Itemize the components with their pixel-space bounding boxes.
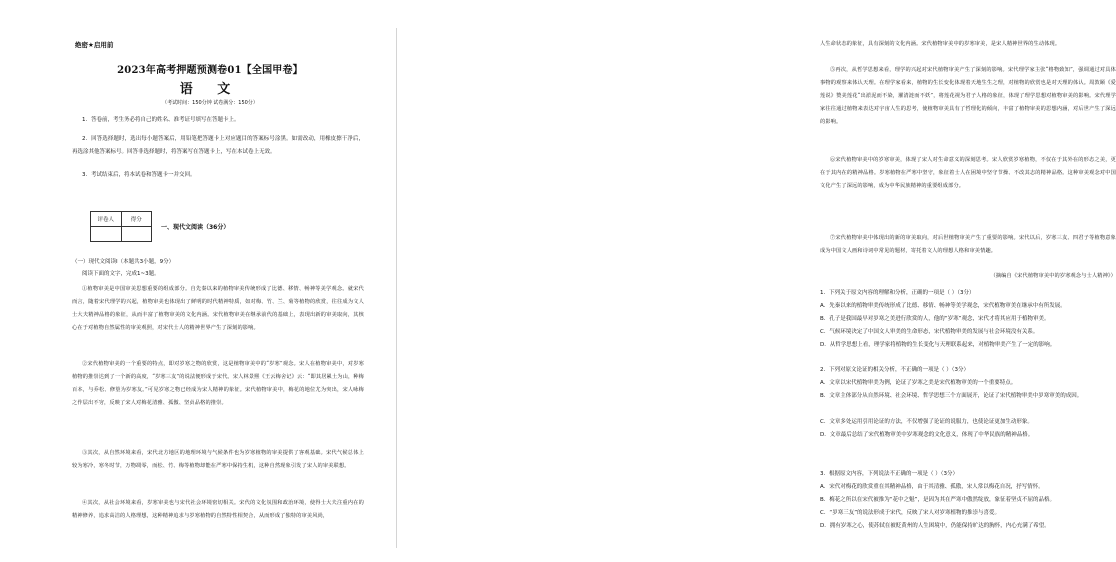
note-3: 3．考试结束后，将本试卷和答题卡一并交回。 bbox=[82, 172, 196, 178]
passage-paragraph-2: ②宋代植物审美的一个重要的特点，即对岁寒之物的欣赏，这是植物审美中的“岁寒”观念。宋人在植物审美中，对岁寒植物的推崇达到了一个新的高度，“岁寒三友”的说法便形成于宋代。宋人林景熙《王云梅舍记》云：“即其居累土为山，种梅百本，与乔松、修篁为岁寒友。”可见岁寒之物已经成为宋人精神的象征。宋代植物审美中，梅花的地位尤为突出，宋人咏梅之作层出不穷，反映了宋人对梅花清雅、孤傲、坚贞品格的推崇。 bbox=[72, 361, 364, 406]
passage-paragraph-3: ③其次，从自然环境来看，宋代北方地区的地理环境与气候条件也为岁寒植物的审美提供了客观基础。宋代气候总体上较为寒冷，寒冬时节，万物凋零，而松、竹、梅等植物却能在严寒中保持生机，这种自然现象引发了宋人的审美联想。 bbox=[72, 450, 364, 469]
question-1-option-b[interactable]: B．孔子是我国最早对岁寒之美进行欣赏的人，他的“岁寒”观念，宋代才将其应用于植物审美。 bbox=[820, 316, 1050, 322]
secret-label: 绝密★启用前 bbox=[75, 41, 114, 49]
question-2-option-d[interactable]: D．文章最后总结了宋代植物审美中岁寒观念的文化意义，体现了中华民族的精神品格。 bbox=[820, 432, 1034, 438]
question-1-option-d[interactable]: D．从哲学思想上看，理学家将植物的生长变化与天理联系起来，对植物审美产生了一定的影响。 bbox=[820, 342, 1056, 348]
passage-paragraph-7: ⑦宋代植物审美中体现出的新的审美取向，对后世植物审美产生了重要的影响。宋代以后，岁寒三友、四君子等植物意象成为中国文人画和诗词中常见的题材，寄托着文人的理想人格和审美情趣。 bbox=[820, 235, 1116, 254]
reading-header: （一）现代文阅读Ⅰ（本题共3小题，9分） bbox=[72, 259, 175, 265]
score-box-score-cell[interactable] bbox=[121, 227, 152, 242]
exam-meta: （考试时间：150分钟 试卷满分：150分） bbox=[162, 100, 258, 106]
section-title: 一、现代文阅读（36分） bbox=[161, 224, 230, 231]
passage-paragraph-1: ①植物审美是中国审美思想重要的组成部分。自先秦以来的植物审美传统形成了比德、移情、畅神等美学观念。就宋代而言，随着宋代理学的兴起，植物审美也体现出了鲜明的时代精神特质，如对梅、竹、兰、菊等植物的欣赏，往往成为文人士大夫精神品格的象征，从而丰富了植物审美的文化内涵。宋代植物审美在继承前代的基础上，表现出新的审美取向，其核心在于对植物自然属性的审美观照，对宋代士人的精神世界产生了深刻的影响。 bbox=[72, 286, 364, 331]
score-box-grader-cell[interactable] bbox=[91, 227, 122, 242]
question-2-option-b[interactable]: B．文章主体部分从自然环境、社会环境、哲学思想三个方面展开，论证了宋代植物审美中岁寒审美的成因。 bbox=[820, 393, 1083, 399]
question-1-stem: 1．下列关于原文内容的理解和分析，正确的一项是（ ）（3分） bbox=[820, 290, 975, 296]
score-box-score-label: 得分 bbox=[121, 212, 152, 227]
left-column bbox=[0, 0, 397, 562]
score-box-grader-label: 评卷人 bbox=[91, 212, 122, 227]
passage-paragraph-4: ④其次，从社会环境来看，岁寒审美也与宋代社会环境密切相关。宋代的文化氛围和政治环境，使得士大夫注重内在的精神修养，追求高洁的人格理想，这种精神追求与岁寒植物的自然特性相契合，从而形成了独特的审美风尚， bbox=[72, 500, 364, 519]
question-1-option-a[interactable]: A．先秦以来的植物审美传统形成了比德、移情、畅神等美学观念，宋代植物审美在继承中有所发展。 bbox=[820, 303, 1066, 309]
passage-source: （摘编自《宋代植物审美中的岁寒观念与士人精神》） bbox=[990, 273, 1116, 279]
question-1-option-c[interactable]: C．气候环境决定了中国文人审美的生命形态，宋代植物审美的发展与社会环境没有关系。 bbox=[820, 329, 1039, 335]
question-3-option-a[interactable]: A．宋代对梅花的欣赏重在其精神品格，由于其清雅、孤傲，宋人常以梅花自况，抒写情怀。 bbox=[820, 484, 1044, 490]
question-3-option-d[interactable]: D．拥有岁寒之心，使苏轼在被贬黄州的人生困境中，仍能保持旷达的胸怀，内心充满了希望。 bbox=[820, 523, 1050, 529]
question-3-stem: 3．根据原文内容，下列说法不正确的一项是（ ）（3分） bbox=[820, 471, 958, 477]
score-box bbox=[90, 211, 152, 242]
question-2-option-c[interactable]: C．文章多处运用引用论证的方法，不仅增强了论证的说服力，也使论证更加生动形象。 bbox=[820, 419, 1033, 425]
passage-paragraph-4-cont: 人生命状态的象征，具有深刻的文化内涵。宋代植物审美中的岁寒审美，是宋人精神世界的生动体现。 bbox=[820, 41, 1061, 47]
passage-paragraph-6: ⑥宋代植物审美中的岁寒审美，体现了宋人对生命意义的深刻思考。宋人欣赏岁寒植物，不仅在于其外在的形态之美，更在于其内在的精神品格。岁寒植物在严寒中坚守，象征着士人在困境中坚守节操、不改其志的精神品格。这种审美观念对中国文化产生了深远的影响，成为中华民族精神的重要组成部分。 bbox=[820, 157, 1116, 189]
note-2: 2．回答选择题时，选出每小题答案后，用铅笔把答题卡上对应题目的答案标号涂黑。如需改动，用橡皮擦干净后，再选涂其他答案标号。回答非选择题时，将答案写在答题卡上，写在本试卷上无效。 bbox=[72, 136, 364, 155]
question-2-stem: 2．下列对原文论证的相关分析，不正确的一项是（ ）（3分） bbox=[820, 367, 969, 373]
passage-paragraph-5: ⑤再次，从哲学思想来看，理学的兴起对宋代植物审美产生了深刻的影响。宋代理学家主张“格物致知”，强调通过对具体事物的观察来体认天理。在理学家看来，植物的生长变化体现着天地生生之理，对植物的欣赏也是对天理的体认。周敦颐《爱莲说》赞美莲花“出淤泥而不染，濯清涟而不妖”，将莲花视为君子人格的象征，体现了理学思想对植物审美的影响。宋代理学家往往通过植物来表达对宇宙人生的思考，使植物审美具有了哲理化的倾向，丰富了植物审美的思想内涵，对后世产生了深远的影响。 bbox=[820, 67, 1116, 125]
subject-title: 语 文 bbox=[179, 82, 241, 97]
question-2-option-a[interactable]: A．文章以宋代植物审美为例，论证了岁寒之美是宋代植物审美的一个重要特点。 bbox=[820, 380, 1017, 386]
question-3-option-b[interactable]: B．梅花之所以在宋代被推为“花中之魁”，是因为其在严寒中傲然绽放，象征着坚贞不屈的品格。 bbox=[820, 497, 1055, 503]
note-1: 1．答卷前，考生务必将自己的姓名、准考证号填写在答题卡上。 bbox=[82, 117, 240, 123]
question-3-option-c[interactable]: C．“岁寒三友”的说法形成于宋代，反映了宋人对岁寒植物的推崇与喜爱。 bbox=[820, 510, 1001, 516]
exam-title: 2023年高考押题预测卷01【全国甲卷】 bbox=[117, 65, 303, 76]
reading-instruction: 阅读下面的文字，完成1~3题。 bbox=[82, 271, 160, 277]
right-column bbox=[397, 0, 1116, 562]
